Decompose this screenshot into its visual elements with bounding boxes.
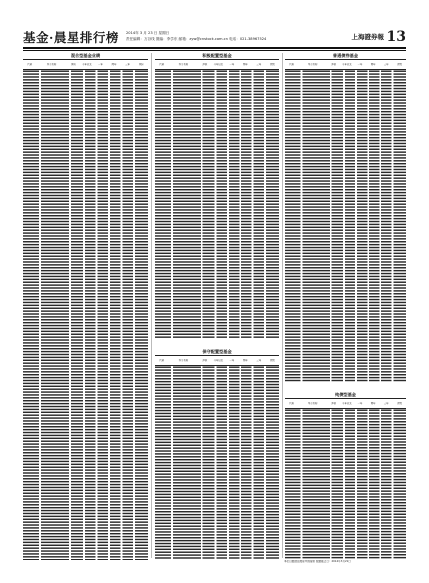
table-title: 保守配置型基金	[155, 349, 279, 356]
column-header: 净值	[202, 359, 208, 362]
column-header: 基金名称	[46, 63, 57, 66]
column-header: 三年	[383, 402, 389, 405]
column-header: 代码	[159, 359, 165, 362]
table-header	[23, 60, 148, 70]
column-header: 评级	[269, 63, 275, 66]
column-header: 一年	[229, 63, 235, 66]
column-header: 评级	[397, 63, 402, 66]
column-header: 一年	[229, 359, 235, 362]
column-header: 今年以来	[342, 402, 352, 405]
column-header: 今年以来	[342, 63, 352, 66]
column-header: 基金名称	[178, 63, 189, 66]
column-header: 三年	[383, 63, 389, 66]
table-rows	[285, 70, 406, 382]
column-header: 净值	[202, 63, 208, 66]
column-header: 今年以来	[82, 63, 92, 66]
column-divider	[282, 53, 283, 558]
column-header: 三年	[125, 63, 131, 66]
column-header: 三年	[256, 359, 262, 362]
table-title: 积极配置型基金	[155, 53, 279, 60]
column-header: 两年	[370, 402, 376, 405]
column-header: 基金名称	[307, 63, 318, 66]
editor-line: 责任编辑：万谷线 图编：李学东 邮箱：zyw@cnstock.com.cn 电话：021-38967524	[126, 36, 267, 41]
section-title: 基金·晨星排行榜	[23, 30, 119, 45]
column-header: 一年	[98, 63, 103, 66]
page-header	[23, 30, 406, 46]
column-header: 基金名称	[178, 359, 189, 362]
column-header: 一年	[357, 402, 363, 405]
column-header: 净值	[331, 63, 337, 66]
table-rows	[155, 70, 279, 338]
column-header: 今年以来	[213, 359, 224, 362]
table-aggressive-allocation	[155, 53, 279, 338]
column-header: 今年以来	[213, 63, 224, 66]
table-conservative-allocation	[155, 349, 279, 559]
table-rows	[285, 409, 406, 559]
table-pure-bond	[285, 392, 406, 559]
newspaper-brand: 上海證券報	[351, 33, 384, 41]
column-header: 代码	[159, 63, 165, 66]
column-header: 净值	[331, 402, 337, 405]
table-title: 混合型基金业绩	[23, 53, 148, 60]
column-header: 代码	[289, 402, 294, 405]
column-header: 评级	[269, 359, 275, 362]
table-header	[155, 356, 279, 366]
column-header: 净值	[70, 63, 76, 66]
column-header: 一年	[357, 63, 363, 66]
column-header: 两年	[111, 63, 117, 66]
column-header: 风险	[138, 63, 144, 66]
table-header	[285, 60, 406, 70]
table-general-bond	[285, 53, 406, 382]
table-title: 纯债型基金	[285, 392, 406, 399]
column-header: 三年	[256, 63, 262, 66]
column-header: 基金名称	[307, 402, 318, 405]
column-header: 代码	[27, 63, 33, 66]
header-rule-thin	[23, 50, 406, 51]
header-rule	[23, 47, 406, 49]
column-header: 两年	[370, 63, 376, 66]
page-number: 13	[386, 29, 406, 45]
column-header: 两年	[242, 63, 248, 66]
table-hybrid-funds	[23, 53, 148, 560]
column-header: 代码	[289, 63, 294, 66]
column-divider	[151, 53, 152, 558]
table-title: 普通债券基金	[285, 53, 406, 60]
column-header: 两年	[242, 359, 248, 362]
table-header	[285, 399, 406, 409]
footer-note: 本栏目数据由晨星中国提供 数据截止日：2014年3月21日	[284, 560, 351, 563]
date-line: 2014年 3 月 23 日 星期日	[126, 31, 170, 35]
column-header: 评级	[397, 402, 402, 405]
header-meta	[126, 31, 266, 42]
table-header	[155, 60, 279, 70]
table-rows	[155, 366, 279, 559]
table-rows	[23, 70, 148, 560]
